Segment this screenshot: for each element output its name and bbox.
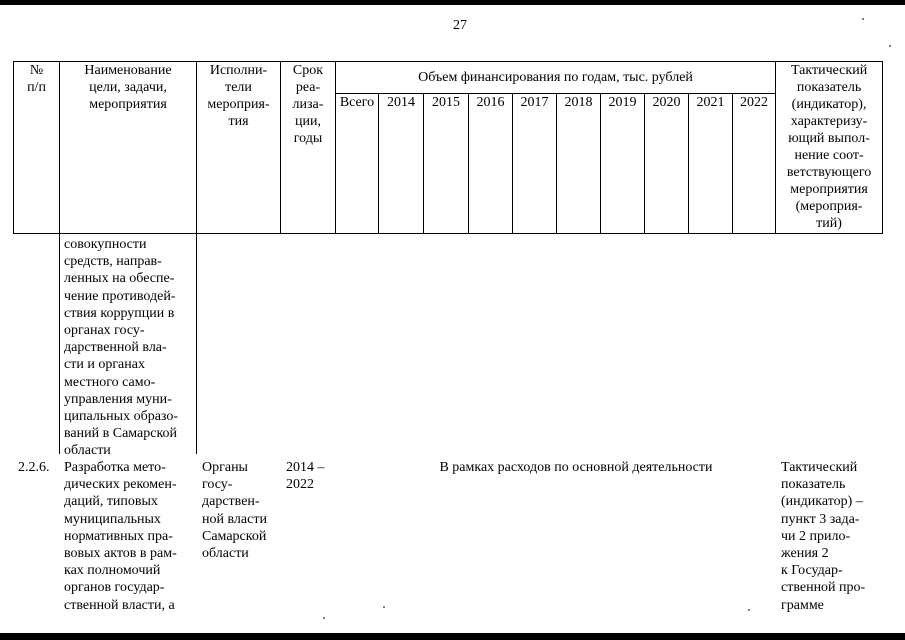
header-year-label: 2022 [740, 95, 769, 110]
header-funding-label: Объем финансирования по годам, тыс. рублей [418, 70, 693, 85]
header-total [336, 94, 379, 234]
header-num [14, 62, 60, 234]
header-year-label: 2017 [520, 95, 549, 110]
header-year-label: 2019 [608, 95, 637, 110]
header-year [513, 94, 557, 234]
header-num-label: № п/п [27, 63, 46, 95]
row-name: Разработка мето- дических рекомен- даций, типовых муниципальных нормативных пра- вовых актов в рам- ках полномочий органов государ- ственной власти, а [64, 460, 177, 613]
row-funding: В рамках расходов по основной деятельности [439, 460, 713, 475]
row-num: 2.2.6. [18, 460, 50, 475]
bottom-border [0, 633, 905, 640]
header-funding [336, 62, 776, 94]
top-border [0, 0, 905, 5]
header-year [424, 94, 469, 234]
scan-speck [383, 606, 385, 608]
name-continued: совокупности средств, направ- ленных на обеспе- чение противодей- ствия коррупции в органах госу- дарственной вла- сти и органах местного само- управления муни- ципальных образо- ваний в Самарской области [64, 237, 179, 459]
row-term: 2014 – 2022 [286, 460, 325, 493]
header-total-label: Всего [339, 95, 375, 110]
header-executor [197, 62, 281, 234]
header-year [733, 94, 776, 234]
header-indicator [776, 62, 883, 234]
table-header [13, 61, 883, 234]
header-year-label: 2016 [476, 95, 505, 110]
header-indicator-label: Тактический показатель (индикатор), характеризу- ющий выпол- нение соот- ветствующего мероприятия (мероприя- тий) [786, 63, 872, 231]
header-year-label: 2018 [564, 95, 593, 110]
column-border [59, 233, 60, 454]
header-year [689, 94, 733, 234]
header-year [379, 94, 424, 234]
column-border [196, 233, 197, 454]
header-year [601, 94, 645, 234]
header-year [469, 94, 513, 234]
header-year [557, 94, 601, 234]
header-name [60, 62, 197, 234]
scan-speck [748, 609, 750, 611]
scan-speck [862, 18, 864, 20]
header-year [645, 94, 689, 234]
header-name-label: Наименование цели, задачи, мероприятия [84, 63, 172, 112]
scan-speck [889, 45, 891, 47]
header-executor-label: Исполни- тели мероприя- тия [207, 63, 270, 129]
header-term [281, 62, 336, 234]
page-number: 27 [453, 18, 467, 33]
header-term-label: Срок реа- лиза- ции, годы [292, 63, 324, 146]
row-executor: Органы госу- дарствен- ной власти Самарской области [202, 460, 267, 562]
header-year-label: 2014 [387, 95, 415, 110]
scan-speck [323, 617, 325, 619]
header-year-label: 2015 [432, 95, 460, 110]
header-year-label: 2020 [652, 95, 681, 110]
header-year-label: 2021 [696, 95, 725, 110]
row-indicator: Тактический показатель (индикатор) – пункт 3 зада- чи 2 прило- жения 2 к Государ- ственной про- грамме [781, 460, 866, 613]
